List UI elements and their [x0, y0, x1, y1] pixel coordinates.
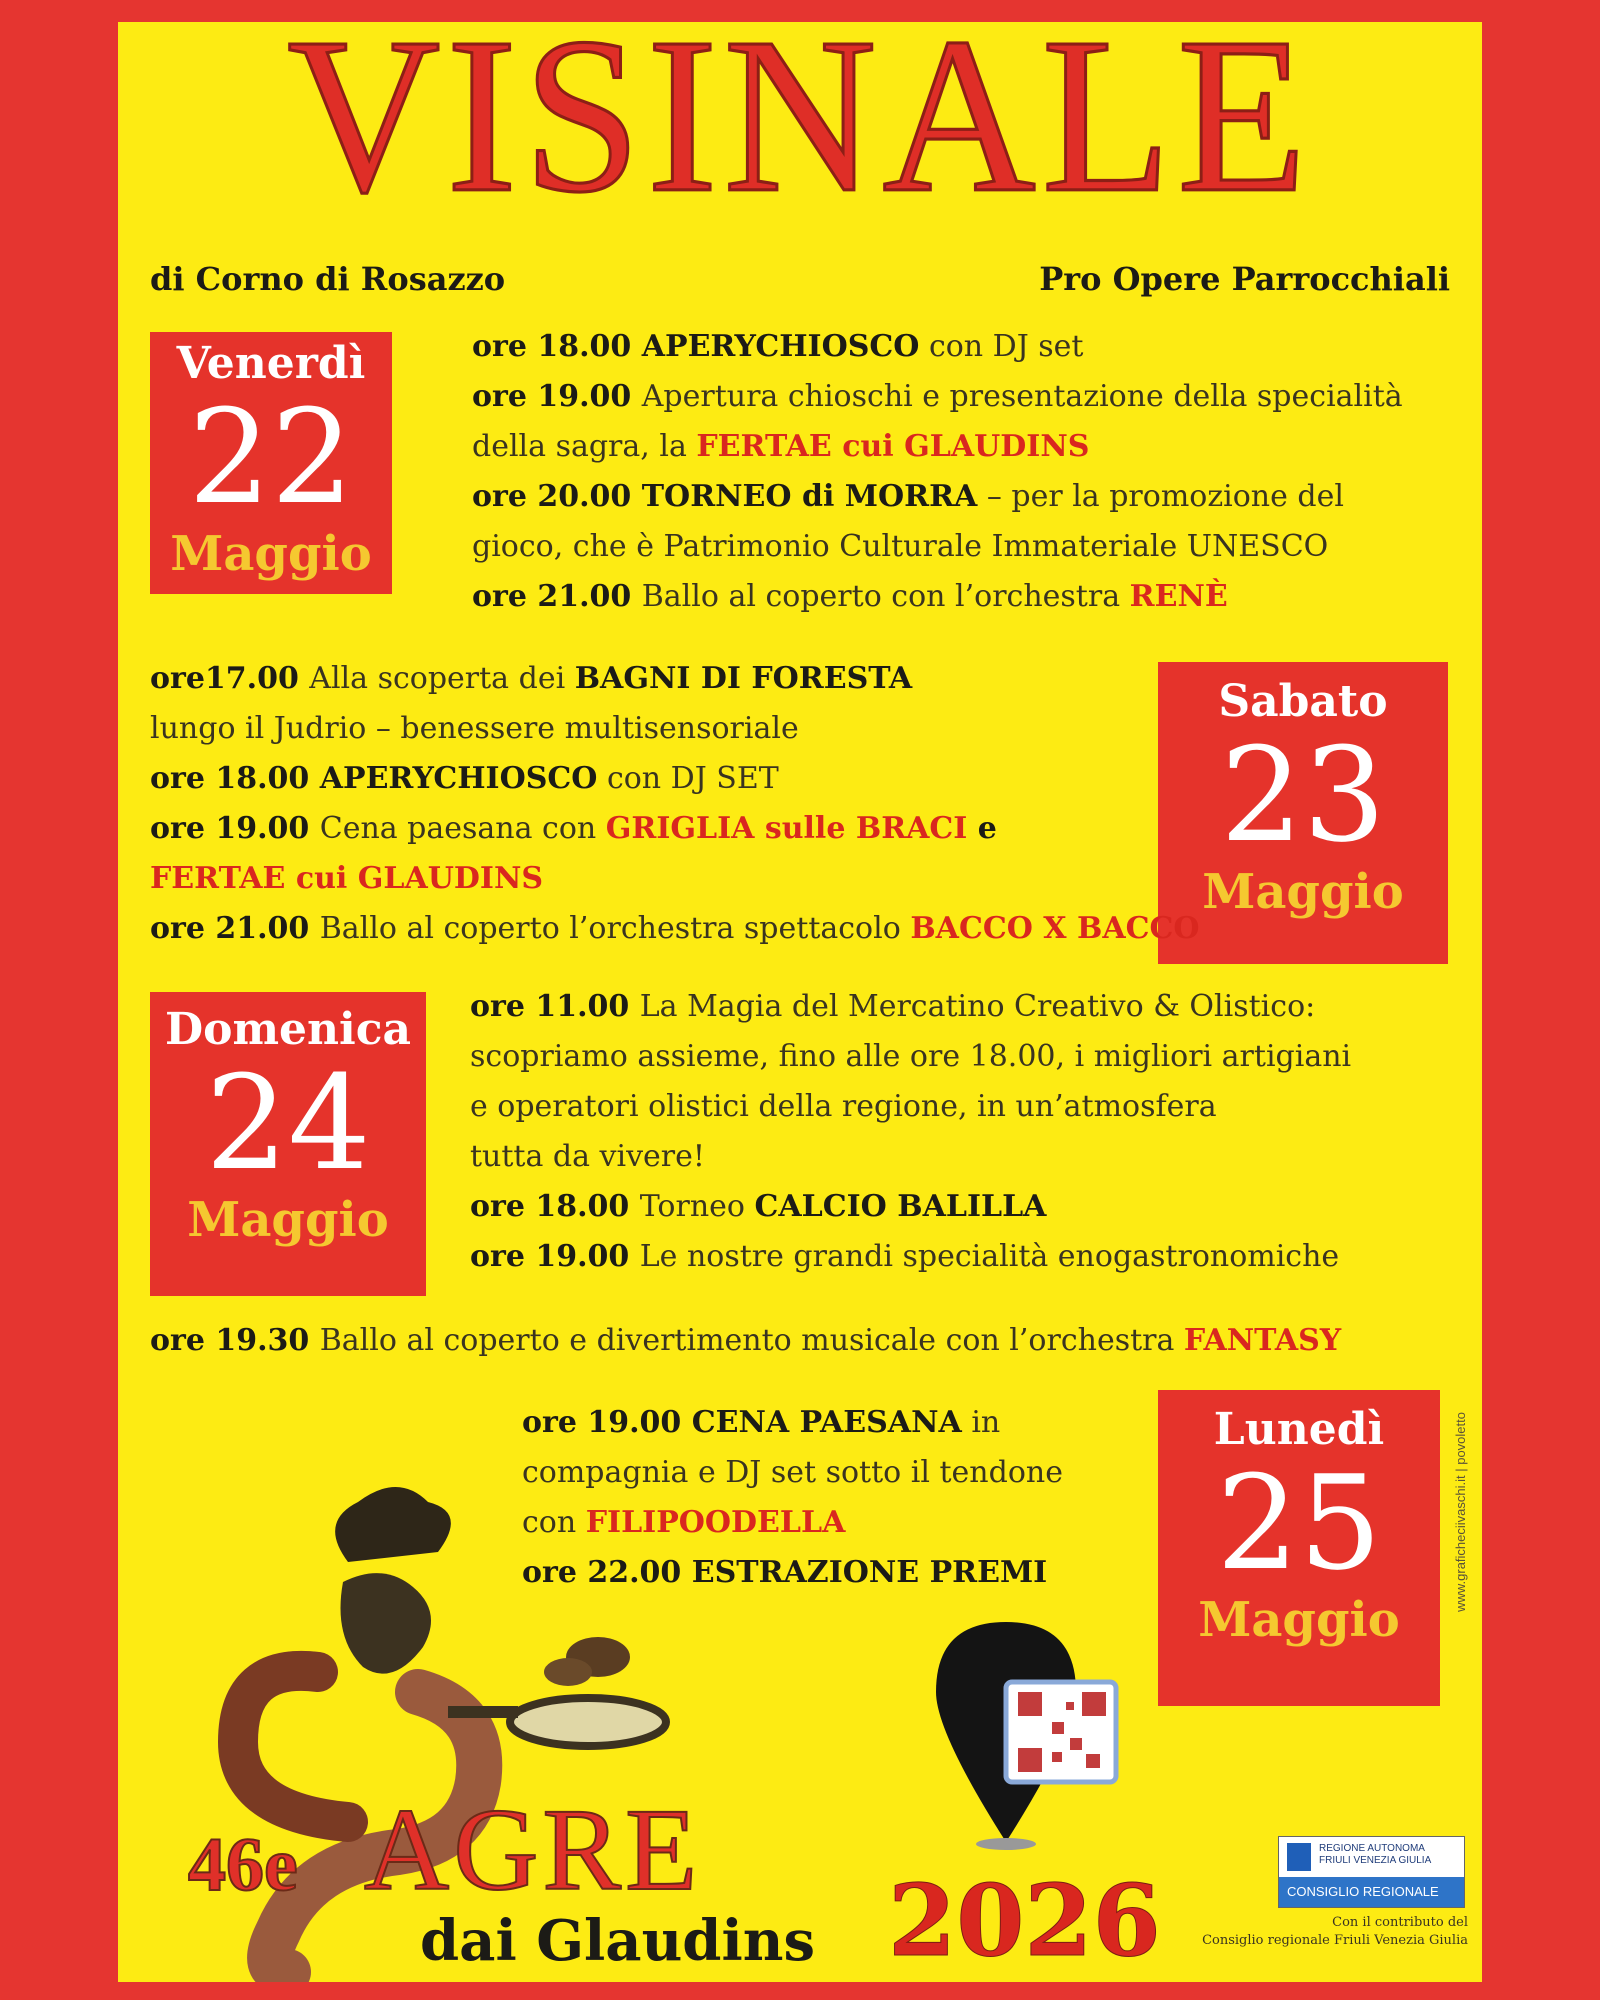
contribution-line1: Con il contributo del	[1332, 1915, 1468, 1930]
schedule-line: ore 19.00 Cena paesana con GRIGLIA sulle BRACI e	[150, 811, 997, 846]
schedule-line: ore 19.00 Apertura chioschi e presentazione della specialità	[472, 379, 1403, 414]
schedule-sunday-extra	[150, 1316, 1341, 1366]
schedule-line: tutta da vivere!	[470, 1139, 705, 1174]
contribution-note	[1158, 1914, 1468, 1950]
schedule-friday	[472, 322, 1403, 622]
day-name: Lunedì	[1213, 1404, 1385, 1455]
day-number: 22	[188, 381, 354, 533]
poster	[118, 22, 1482, 1982]
schedule-line: e operatori olistici della regione, in un’atmosfera	[470, 1089, 1217, 1124]
event-year: 2026	[888, 1864, 1161, 1979]
schedule-line: ore 21.00 Ballo al coperto con l’orchestra RENÈ	[472, 579, 1228, 614]
schedule-line: ore 21.00 Ballo al coperto l’orchestra spettacolo BACCO X BACCO	[150, 911, 1200, 946]
schedule-line: ore 19.30 Ballo al coperto e divertimento musicale con l’orchestra FANTASY	[150, 1323, 1342, 1358]
date-box-monday	[1158, 1390, 1440, 1706]
schedule-line: FERTAE cui GLAUDINS	[150, 861, 544, 896]
day-number: 24	[205, 1047, 371, 1199]
month-name: Maggio	[187, 1191, 389, 1248]
printer-credit: www.graficheciivaschi.it | povoletto	[1453, 1412, 1468, 1612]
day-number: 25	[1216, 1447, 1382, 1599]
day-name: Sabato	[1218, 676, 1388, 727]
map-pin-qr-icon[interactable]	[936, 1612, 1136, 1852]
schedule-line: ore 18.00 Torneo CALCIO BALILLA	[470, 1189, 1047, 1224]
council-name: CONSIGLIO REGIONALE	[1279, 1877, 1464, 1907]
schedule-line: ore 18.00 APERYCHIOSCO con DJ set	[472, 329, 1084, 364]
region-line2: FRIULI VENEZIA GIULIA	[1319, 1855, 1432, 1866]
schedule-line: ore 22.00 ESTRAZIONE PREMI	[522, 1555, 1048, 1590]
schedule-line: ore 20.00 TORNEO di MORRA – per la promozione del	[472, 479, 1344, 514]
date-box-friday	[150, 332, 392, 594]
sagre-subtitle: dai Glaudins	[420, 1908, 815, 1974]
schedule-line: gioco, che è Patrimonio Culturale Immateriale UNESCO	[472, 529, 1329, 564]
date-box-sunday	[150, 992, 426, 1296]
schedule-line: ore17.00 Alla scoperta dei BAGNI DI FORESTA	[150, 661, 913, 696]
schedule-saturday	[150, 654, 1200, 954]
day-number: 23	[1220, 719, 1386, 871]
month-name: Maggio	[170, 525, 372, 582]
day-name: Domenica	[164, 1004, 412, 1055]
date-box-saturday	[1158, 662, 1448, 964]
schedule-line: lungo il Judrio – benessere multisensoriale	[150, 711, 799, 746]
schedule-line: ore 19.00 Le nostre grandi specialità enogastronomiche	[470, 1239, 1340, 1274]
place-name: di Corno di Rosazzo	[150, 260, 506, 298]
region-line1: REGIONE AUTONOMA	[1319, 1843, 1425, 1854]
schedule-line: scopriamo assieme, fino alle ore 18.00, i migliori artigiani	[470, 1039, 1352, 1074]
organizer-name: Pro Opere Parrocchiali	[1039, 260, 1450, 298]
region-logo	[1278, 1836, 1465, 1908]
edition-number: 46e	[188, 1823, 298, 1907]
schedule-sunday	[470, 982, 1351, 1282]
schedule-line: della sagra, la FERTAE cui GLAUDINS	[472, 429, 1090, 464]
schedule-line: ore 11.00 La Magia del Mercatino Creativo & Olistico:	[470, 989, 1316, 1024]
poster-title: VISINALE	[287, 22, 1313, 239]
schedule-line: ore 19.00 CENA PAESANA in	[522, 1405, 1001, 1440]
month-name: Maggio	[1198, 1591, 1400, 1648]
schedule-line: compagnia e DJ set sotto il tendone	[522, 1455, 1063, 1490]
sagre-title: AGRE	[364, 1784, 702, 1915]
schedule-line: ore 18.00 APERYCHIOSCO con DJ SET	[150, 761, 779, 796]
contribution-line2: Consiglio regionale Friuli Venezia Giulia	[1202, 1933, 1468, 1948]
month-name: Maggio	[1202, 863, 1404, 920]
day-name: Venerdì	[176, 338, 366, 389]
schedule-line: con FILIPOODELLA	[522, 1505, 846, 1540]
eagle-flag-icon	[1287, 1843, 1311, 1871]
